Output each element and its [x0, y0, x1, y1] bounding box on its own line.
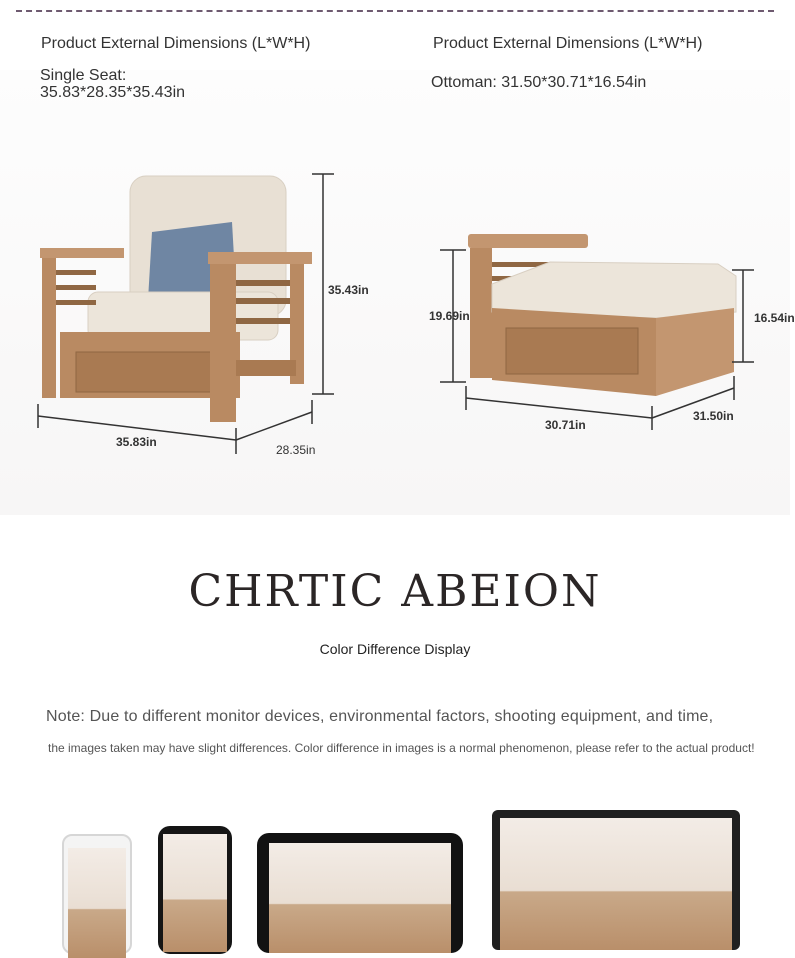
tablet-icon	[257, 833, 463, 953]
chair-height-label: 35.43in	[328, 283, 369, 297]
chair-length-label: 35.83in	[116, 435, 157, 449]
brand-logo-text: CHRTIC ABEION	[188, 566, 602, 617]
note-line-1: Note: Due to different monitor devices, environmental factors, shooting equipment, and time,	[46, 708, 714, 725]
chair-width-label: 28.35in	[276, 443, 316, 457]
ottoman-left-height-label: 19.69in	[429, 309, 470, 323]
note-line-2: the images taken may have slight differences. Color difference in images is a normal phenomenon, please refer to the actual product!	[48, 741, 755, 755]
monitor-icon	[492, 810, 740, 950]
right-dimensions-heading: Product External Dimensions (L*W*H)	[433, 35, 703, 52]
ottoman-width-label: 31.50in	[693, 409, 734, 423]
single-seat-dimensions: 35.83*28.35*35.43in	[40, 84, 186, 101]
phone-black-icon	[158, 826, 232, 954]
ottoman-illustration	[400, 0, 790, 500]
single-seat-label: Single Seat:	[40, 67, 127, 84]
ottoman-right-height-label: 16.54in	[754, 311, 795, 325]
phone-white-icon	[62, 834, 132, 954]
color-difference-title: Color Difference Display	[319, 641, 471, 657]
single-seat-chair-illustration	[0, 0, 400, 500]
left-dimensions-heading: Product External Dimensions (L*W*H)	[41, 35, 311, 52]
ottoman-dimensions: Ottoman: 31.50*30.71*16.54in	[431, 74, 647, 91]
ottoman-length-label: 30.71in	[545, 418, 586, 432]
